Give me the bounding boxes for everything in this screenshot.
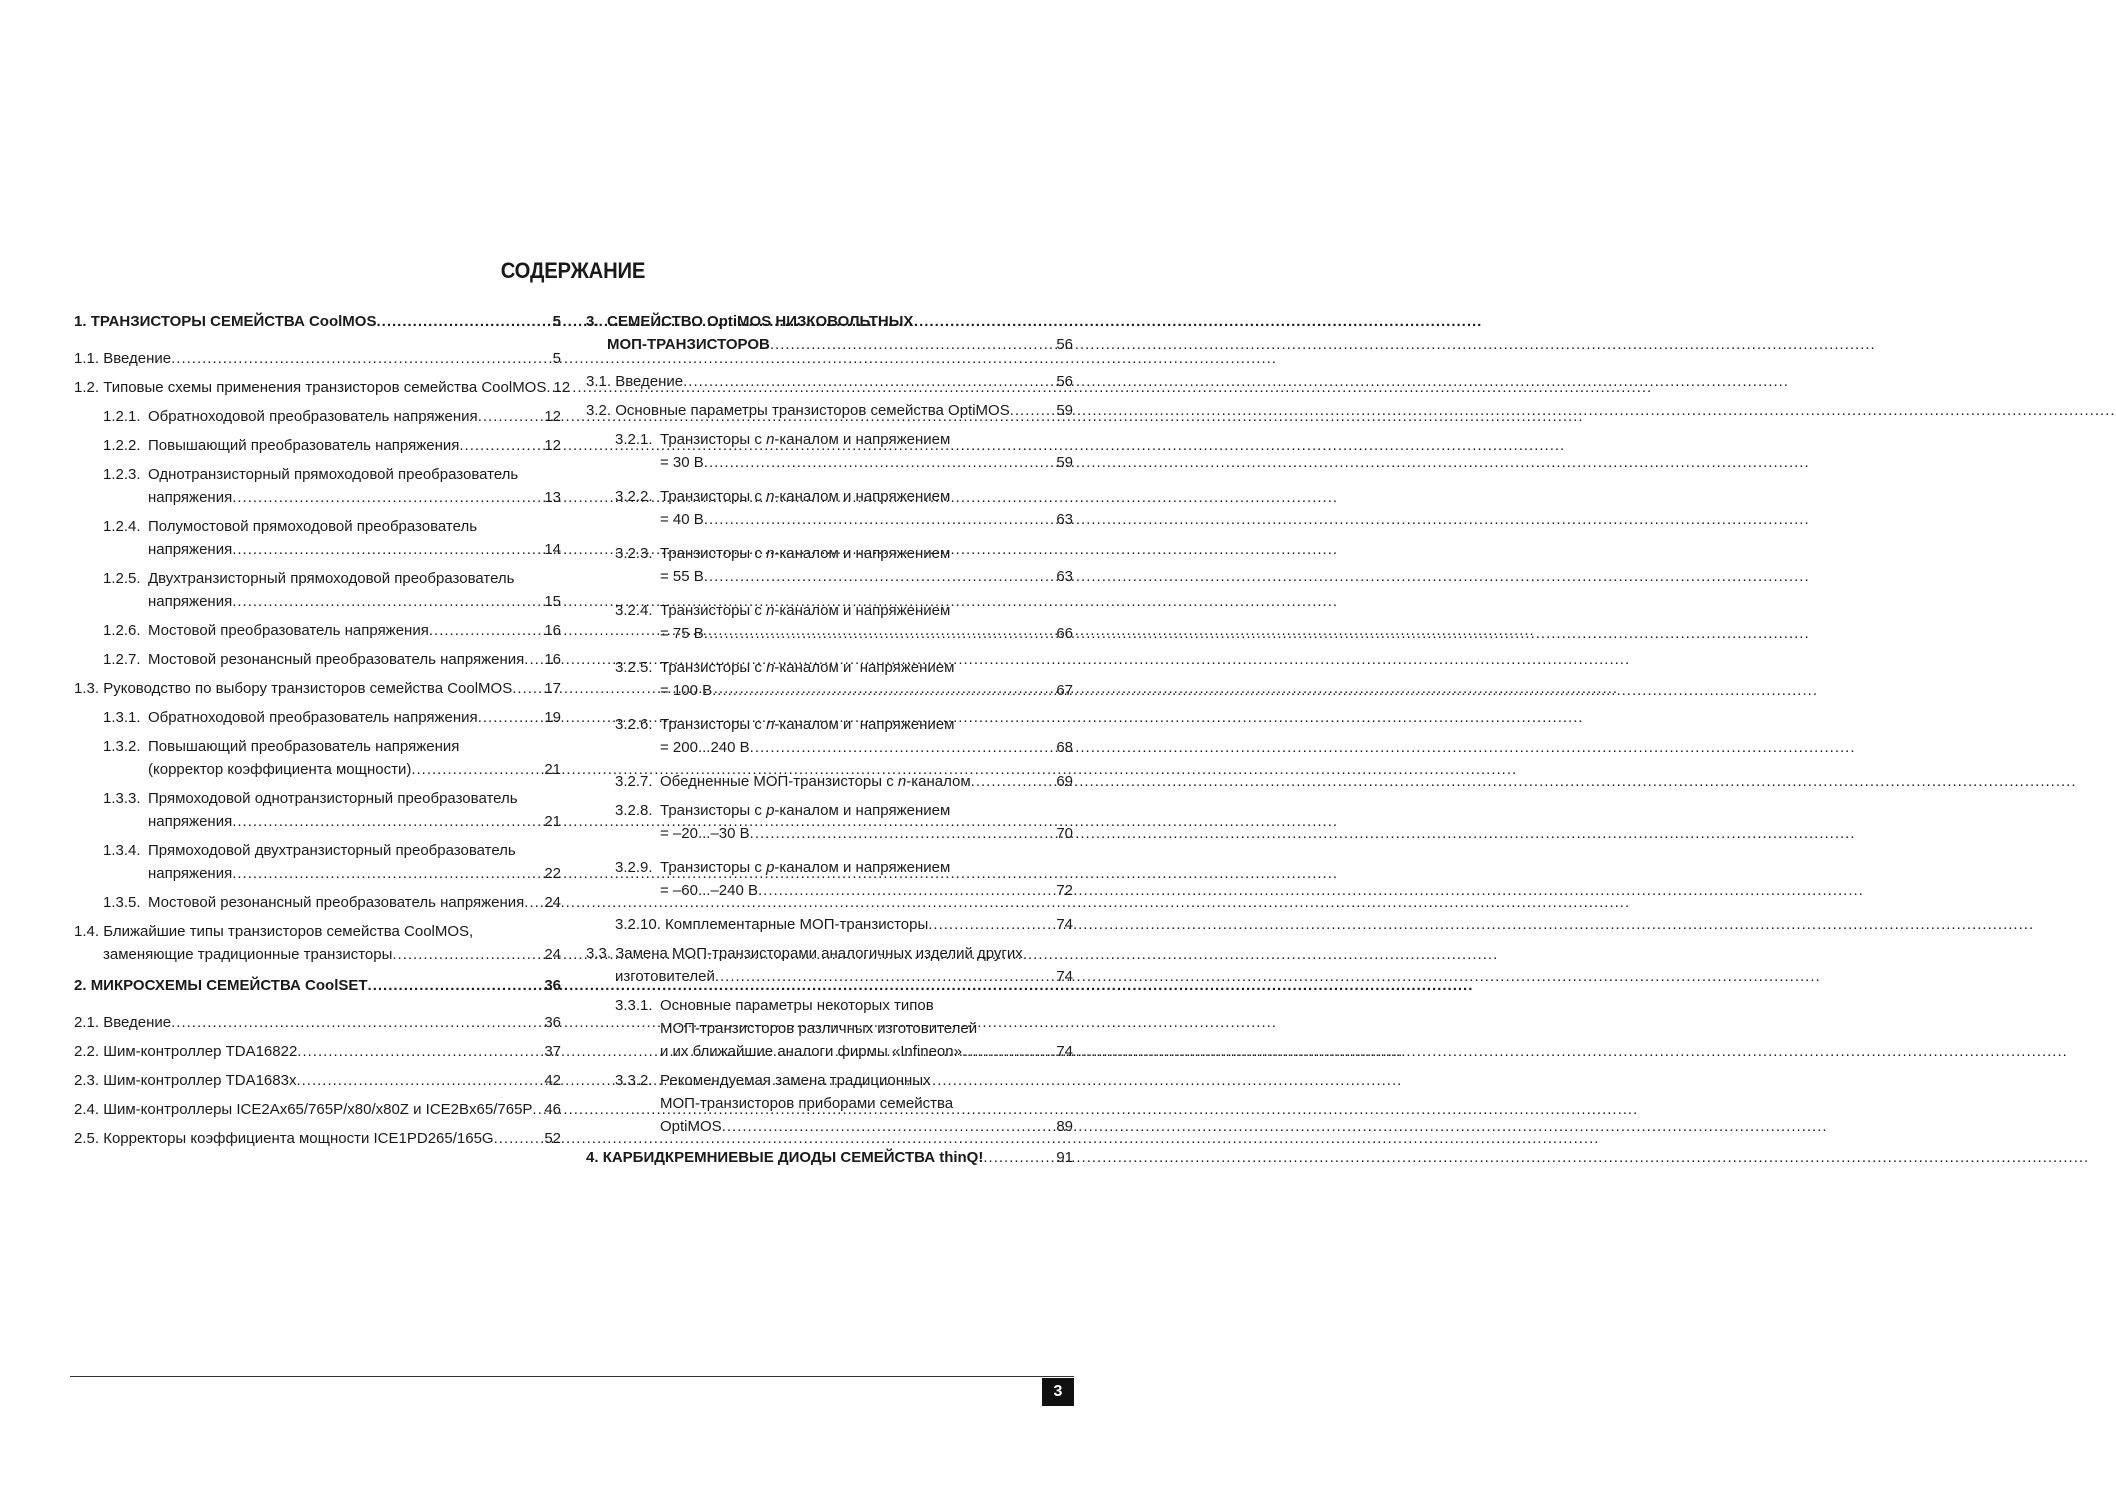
toc-entry-1-2-2[interactable]: 1.2.2. Повышающий преобразователь напряжения ..... 12 (74, 434, 561, 457)
toc-entry-3-3-2[interactable]: 3.3.2. Рекомендуемая замена традиционных МОП-транзисторов приборами семейства OptiMOS ..... 89 (586, 1069, 1073, 1138)
toc-entry-3-2-4[interactable]: 3.2.4. Транзисторы с n-каналом и напряжением = 75 В ..... 66 (586, 599, 1073, 650)
toc-entry-2-1[interactable]: 2.1. Введение ..... 36 (74, 1011, 561, 1034)
toc-entry-1-2-1[interactable]: 1.2.1. Обратноходовой преобразователь напряжения ..... 12 (74, 405, 561, 428)
toc-left-column (74, 310, 571, 1156)
toc-entry-2-2[interactable]: 2.2. Шим-контроллер TDA16822 ..... 37 (74, 1040, 561, 1063)
toc-entry-3-2-5[interactable]: 3.2.5. Транзисторы с n-каналом и напряжением = 100 В ..... 67 (586, 656, 1073, 707)
page-number-badge: 3 (1042, 1378, 1074, 1406)
toc-part-2[interactable]: 2. МИКРОСХЕМЫ СЕМЕЙСТВА CoolSET ..... 36 (74, 974, 561, 997)
toc-entry-1-2-3[interactable]: 1.2.3. Однотранзисторный прямоходовой преобразователь напряжения ..... 13 (74, 463, 561, 509)
toc-part-1[interactable]: 1. ТРАНЗИСТОРЫ СЕМЕЙСТВА CoolMOS ..... 5 (74, 310, 561, 333)
toc-entry-3-2-3[interactable]: 3.2.3. Транзисторы с n-каналом и напряжением = 55 В ..... 63 (586, 542, 1073, 593)
toc-entry-3-2-2[interactable]: 3.2.2. Транзисторы с n-каналом и напряжением = 40 В ..... 63 (586, 485, 1073, 536)
toc-entry-3-2-1[interactable]: 3.2.1. Транзисторы с n-каналом и напряжением = 30 В ..... 59 (586, 428, 1073, 479)
toc-entry-3-2-9[interactable]: 3.2.9. Транзисторы с p-каналом и напряжением = –60...–240 В ..... 72 (586, 856, 1073, 907)
toc-entry-3-2-8[interactable]: 3.2.8. Транзисторы с p-каналом и напряжением = –20...–30 В ..... 70 (586, 799, 1073, 850)
toc-right-column (586, 310, 1073, 1175)
toc-entry-3-2[interactable]: 3.2. Основные параметры транзисторов семейства OptiMOS ..... 59 (586, 399, 1073, 422)
toc-entry-1-1[interactable]: 1.1. Введение ..... 5 (74, 347, 561, 370)
toc-entry-3-3[interactable]: 3.3. Замена МОП-транзисторами аналогичных изделий других изготовителей ..... 74 (586, 942, 1073, 988)
toc-entry-3-2-6[interactable]: 3.2.6. Транзисторы с n-каналом и напряжением = 200...240 В ..... 68 (586, 713, 1073, 764)
toc-entry-1-2-7[interactable]: 1.2.7. Мостовой резонансный преобразователь напряжения ..... 16 (74, 648, 561, 671)
toc-entry-1-2-6[interactable]: 1.2.6. Мостовой преобразователь напряжения ..... 16 (74, 619, 561, 642)
toc-entry-1-3-4[interactable]: 1.3.4. Прямоходовой двухтранзисторный преобразователь напряжения ..... 22 (74, 839, 561, 885)
footer-divider (70, 1376, 1074, 1377)
toc-entry-1-3-2[interactable]: 1.3.2. Повышающий преобразователь напряжения (корректор коэффициента мощности) ..... 21 (74, 735, 561, 781)
page-ref: 5 (552, 313, 561, 330)
toc-entry-1-3-3[interactable]: 1.3.3. Прямоходовой однотранзисторный преобразователь напряжения ..... 21 (74, 787, 561, 833)
toc-entry-3-2-10[interactable]: 3.2.10. Комплементарные МОП-транзисторы ..... 74 (586, 913, 1073, 936)
toc-entry-1-2-4[interactable]: 1.2.4. Полумостовой прямоходовой преобразователь напряжения ..... 14 (74, 515, 561, 561)
toc-entry-2-4[interactable]: 2.4. Шим-контроллеры ICE2Ax65/765P/x80/x80Z и ICE2Bx65/765P ..... 46 (74, 1098, 561, 1121)
toc-part-3[interactable]: 3. СЕМЕЙСТВО OptiMOS НИЗКОВОЛЬТНЫХ МОП-ТРАНЗИСТОРОВ ..... 56 (586, 310, 1073, 356)
toc-entry-1-2-5[interactable]: 1.2.5. Двухтранзисторный прямоходовой преобразователь напряжения ..... 15 (74, 567, 561, 613)
toc-entry-1-3-1[interactable]: 1.3.1. Обратноходовой преобразователь напряжения ..... 19 (74, 706, 561, 729)
toc-entry-3-2-7[interactable]: 3.2.7. Обедненные МОП-транзисторы с n-каналом ..... 69 (586, 770, 1073, 793)
page-title: СОДЕРЖАНИЕ (500, 258, 646, 283)
toc-entry-2-5[interactable]: 2.5. Корректоры коэффициента мощности ICE1PD265/165G ..... 52 (74, 1127, 561, 1150)
toc-part-4[interactable]: 4. КАРБИДКРЕМНИЕВЫЕ ДИОДЫ СЕМЕЙСТВА thinQ! ..... 91 (586, 1146, 1073, 1169)
toc-entry-2-3[interactable]: 2.3. Шим-контроллер TDA1683x ..... 42 (74, 1069, 561, 1092)
toc-entry-3-3-1[interactable]: 3.3.1. Основные параметры некоторых типов МОП-транзисторов различных изготовителей и их ближайшие аналоги фирмы «Infineon» ..... 74 (586, 994, 1073, 1063)
toc-entry-1-3-5[interactable]: 1.3.5. Мостовой резонансный преобразователь напряжения ..... 24 (74, 891, 561, 914)
toc-entry-1-3[interactable]: 1.3. Руководство по выбору транзисторов семейства CoolMOS ..... 17 (74, 677, 561, 700)
toc-entry-1-2[interactable]: 1.2. Типовые схемы применения транзисторов семейства CoolMOS ..... 12 (74, 376, 561, 399)
toc-entry-3-1[interactable]: 3.1. Введение ..... 56 (586, 370, 1073, 393)
toc-entry-1-4[interactable]: 1.4. Ближайшие типы транзисторов семейства CoolMOS, заменяющие традиционные транзисторы ..... 24 (74, 920, 561, 966)
